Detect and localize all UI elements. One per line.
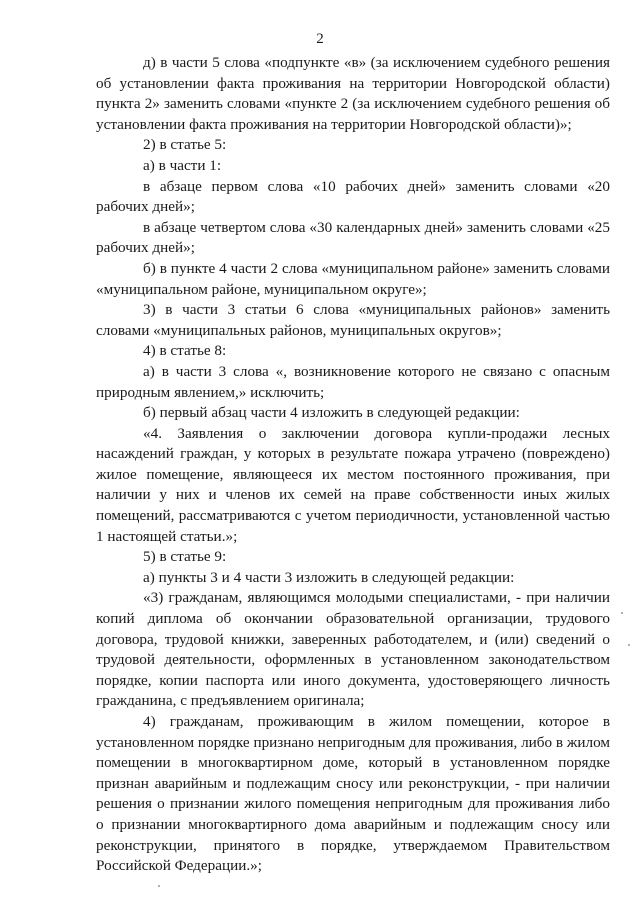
paragraph-point-5-article-9: 5) в статье 9: <box>143 548 227 566</box>
paragraph-quote-part-4: «4. Заявления о заключении договора купли-продажи лесных насаждений граждан, у которых в результате пожара утрачено (повреждено) жилое помещение, являющееся их местом постоянного проживания, при наличии у них и членов их семей на праве собственности иных жилых помещений, рассматриваются с учетом периодичности, установленной частью 1 настоящей статьи.»; <box>96 424 610 545</box>
paragraph-item-b-part-4: б) первый абзац части 4 изложить в следующей редакции: <box>143 404 520 422</box>
paragraph-point-3-article-6: 3) в части 3 статьи 6 слова «муниципальных районов» заменить словами «муниципальных районов, муниципальных округов»; <box>96 301 610 339</box>
paragraph-point-4-article-8: 4) в статье 8: <box>143 342 227 360</box>
document-body <box>96 53 610 877</box>
paragraph-item-b-point-4: б) в пункте 4 части 2 слова «муниципальном районе» заменить словами «муниципальном районе, муниципальном округе»; <box>96 259 610 298</box>
page-number: 2 <box>316 31 324 47</box>
paragraph-item-a-part-3: а) в части 3 слова «, возникновение которого не связано с опасным природным явлением,» исключить; <box>96 362 610 401</box>
scan-speck <box>628 644 630 646</box>
paragraph-item-a-part-1: а) в части 1: <box>143 156 222 174</box>
scan-speck <box>621 612 623 614</box>
paragraph-item-a-points-3-4: а) пункты 3 и 4 части 3 изложить в следующей редакции: <box>143 568 515 586</box>
paragraph-point-2-article-5: 2) в статье 5: <box>143 136 227 154</box>
paragraph-quote-point-4: 4) гражданам, проживающим в жилом помещении, которое в установленном порядке признано непригодным для проживания, либо в жилом помещении в многоквартирном доме, который в установленном порядке признан аварийным и подлежащим сносу или реконструкции, - при наличии решения о признании жилого помещения непригодным для проживания либо о признании многоквартирного дома аварийным и подлежащим сносу или реконструкции, принятого в порядке, утверждаемом Правительством Российской Федерации.»; <box>96 713 610 875</box>
paragraph-first-abzac: в абзаце первом слова «10 рабочих дней» заменить словами «20 рабочих дней»; <box>96 177 610 216</box>
paragraph-quote-point-3: «3) гражданам, являющимся молодыми специалистами, - при наличии копий диплома об окончании образовательной организации, трудового договора, трудовой книжки, заверенных работодателем, и (или) сведений о трудовой деятельности, оформленных в установленном законодательством порядке, копии паспорта или иного документа, удостоверяющего личность гражданина, с предъявлением оригинала; <box>96 589 610 710</box>
paragraph-fourth-abzac: в абзаце четвертом слова «30 календарных дней» заменить словами «25 рабочих дней»; <box>96 218 610 257</box>
paragraph-item-d-part-5: д) в части 5 слова «подпункте «в» (за исключением судебного решения об установлении факта проживания на территории Новгородской области) пункта 2» заменить словами «пункте 2 (за исключением судебного решения об установлении факта проживания на территории Новгородской области)»; <box>96 54 610 133</box>
scan-speck <box>158 885 160 887</box>
